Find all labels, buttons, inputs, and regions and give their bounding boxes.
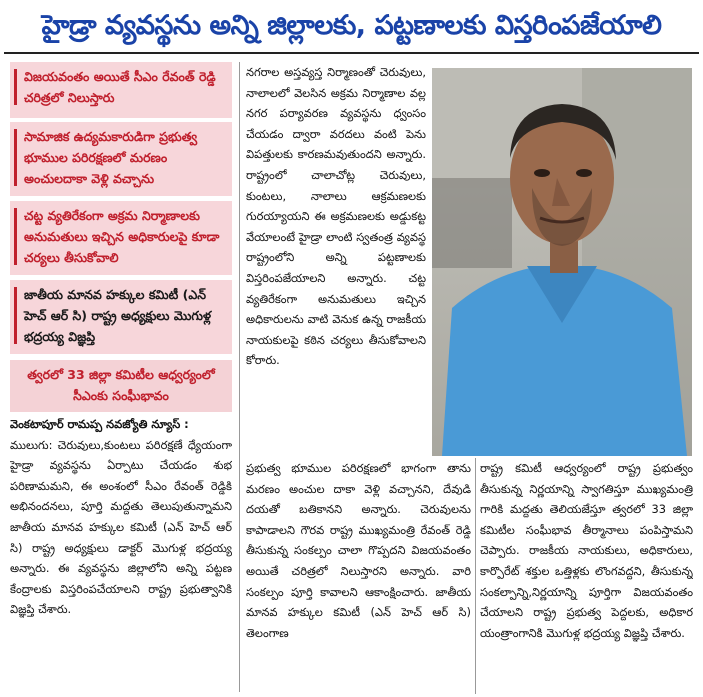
column-3 [480,458,693,694]
highlight-text-5: త్వరలో 33 జిల్లా కమిటీల ఆధ్వర్యంలో సీఎంకు సంఘీభావం [27,367,215,403]
portrait-illustration [432,68,692,456]
column-1-body: ములుగు: చెరువులు,కుంటలు పరిరక్షణే ధ్యేయంగా హైడ్రా వ్యవస్థను ఏర్పాటు చేయడం శుభ పరిణామమని, ఈ అంశంలో సీఎం రేవంత్ రెడ్డికి అభినందనలు, పూర్తి మద్దతు తెలుపుతున్నామని జాతీయ మానవ హక్కుల కమిటీ (ఎన్ హెచ్ ఆర్ సి) రాష్ట్ర అధ్యక్షులు డాక్టర్ మొగుళ్ల భద్రయ్య అన్నారు. ఈ వ్యవస్థను జిల్లాలోని అన్ని పట్టణ కేంద్రాలకు విస్తరింపచేయాలని రాష్ట్ర ప్రభుత్వానికి విజ్ఞప్తి చేశారు. [10,437,232,617]
column-2-bottom-body: ప్రభుత్వ భూముల పరిరక్షణలో భాగంగా తాను మరణం అంచుల దాకా వెళ్లి వచ్చానని, దేవుడి దయతో బతికానని అన్నారు. చెరువులను కాపాడాలని గౌరవ రాష్ట్ర ముఖ్యమంత్రి రేవంత్ రెడ్డి తీసుకున్న సంకల్పం చాలా గొప్పదని విజయవంతం అయితే చరిత్రలో నిలుస్తారని అన్నారు. వారి సంకల్పం పూర్తి కావాలని ఆకాంక్షించారు. జాతీయ మానవ హక్కుల కమిటీ (ఎన్ హెచ్ ఆర్ సి) తెలంగాణ [246,461,471,640]
highlight-box-4 [10,280,232,354]
highlight-box-3 [10,201,232,275]
column-1 [10,414,232,692]
headline: హైడ్రా వ్యవస్థను అన్ని జిల్లాలకు, పట్టణాలకు విస్తరింపజేయాలి [41,10,662,41]
column-2-body: నగరాల అస్తవ్యస్త నిర్మాణంతో చెరువులు, నాలాలలో వెలసిన అక్రమ నిర్మాణాల వల్ల నగర పర్యావరణ వ్యవస్థను ధ్వంసం చేయడం ద్వారా వరదలు వంటి పెను విపత్తులకు కారణమవుతుందని అన్నారు. రాష్ట్రంలో చాలాచోట్ల చెరువులు, కుంటలు, నాలాలు ఆక్రమణలకు గురయ్యాయని ఈ అక్రమణలకు అడ్డుకట్ట వేయాలంటే హైడ్రా లాంటి స్వతంత్ర వ్యవస్థ రాష్ట్రంలోని అన్ని పట్టణాలకు విస్తరింపజేయాలని అన్నారు. చట్ట వ్యతిరేకంగా అనుమతులు ఇచ్చిన అధికారులను వాటి వెనుక ఉన్న రాజకీయ నాయకులపై కఠిన చర్యలు తీసుకోవాలని కోరారు. [246,65,426,368]
highlight-text-4: జాతీయ మానవ హక్కుల కమిటీ (ఎన్ హెచ్ ఆర్ సి) రాష్ట్ర అధ్యక్షులు మొగుళ్ల భద్రయ్య విజ్ఞప్తి [10,280,232,351]
highlight-box-5 [10,360,232,412]
highlight-text-3: చట్ట వ్యతిరేకంగా అక్రమ నిర్మాణాలకు అనుమతులు ఇచ్చిన అధికారులపై కూడా చర్యలు తీసుకోవాలి [10,201,232,272]
portrait-photo [432,68,692,456]
highlight-text-1: విజయవంతం అయితే సీఎం రేవంత్ రెడ్డి చరిత్రలో నిలుస్తారు [10,62,232,112]
column-3-body: రాష్ట్ర కమిటీ ఆధ్వర్యంలో రాష్ట్ర ప్రభుత్వం తీసుకున్న నిర్ణయాన్ని స్వాగతిస్తూ ముఖ్యమంత్రి గారికి మద్దతు తెలియజేస్తూ త్వరలో 33 జిల్లా కమిటీల సంఘీభావ తీర్మానాలు పంపిస్తామని చెప్పారు. రాజకీయ నాయకులు, అధికారులు, కార్పొరేట్ శక్తుల ఒత్తిళ్లకు లొంగవద్దని, తీసుకున్న సంకల్పాన్ని,నిర్ణయాన్ని పూర్తిగా విజయవంతం చేయాలని రాష్ట్ర ప్రభుత్వ పెద్దలకు, అధికార యంత్రాంగానికి మొగుళ్ల భద్రయ్య విజ్ఞప్తి చేశారు. [480,461,693,640]
highlight-box-2 [10,122,232,196]
column-2-continued [246,458,471,694]
column-divider-2 [475,458,476,694]
highlight-box-1 [10,62,232,118]
column-2 [246,62,426,456]
dateline: వెంకటాపూర్ రామప్ప నవజ్యోతి న్యూస్ : [10,417,189,431]
headline-rule [4,52,699,54]
column-divider-1 [239,62,240,692]
highlight-text-2: సామాజిక ఉద్యమకారుడిగా ప్రభుత్వ భూముల పరిరక్షణలో మరణం అంచులదాకా వెళ్లి వచ్చాను [10,122,232,193]
